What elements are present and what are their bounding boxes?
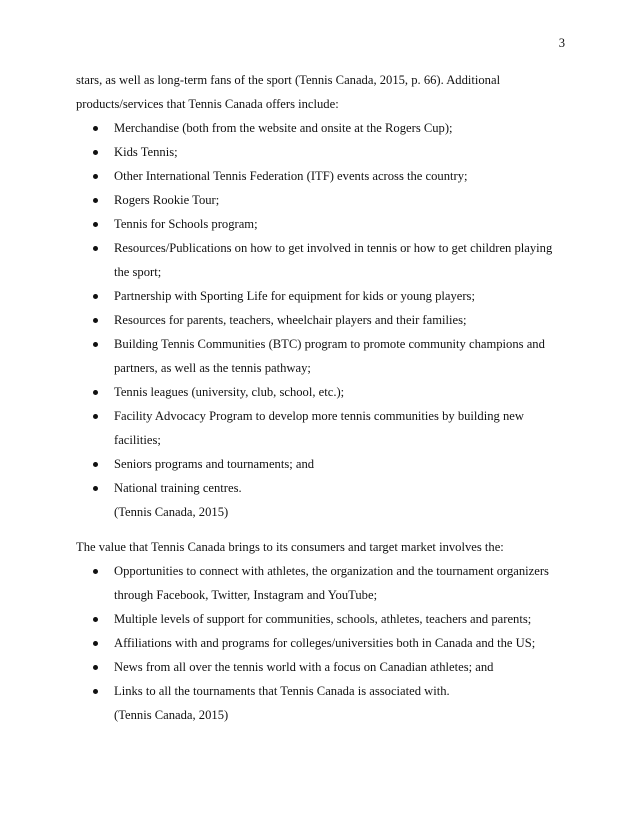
bullet-icon — [93, 569, 98, 574]
bullet-icon — [93, 174, 98, 179]
list-item: Facility Advocacy Program to develop more tennis communities by building new facilities; — [76, 404, 568, 452]
bullet-icon — [93, 665, 98, 670]
bullet-icon — [93, 318, 98, 323]
list-item: Affiliations with and programs for colleges/universities both in Canada and the US; — [76, 631, 568, 655]
bullet-icon — [93, 198, 98, 203]
bullet-icon — [93, 689, 98, 694]
intro-paragraph: stars, as well as long-term fans of the sport (Tennis Canada, 2015, p. 66). Additional products/services that Tennis Canada offers include: — [76, 73, 501, 111]
list-item: Merchandise (both from the website and onsite at the Rogers Cup); — [76, 116, 568, 140]
bullet-icon — [93, 486, 98, 491]
list-item: News from all over the tennis world with a focus on Canadian athletes; and — [76, 655, 568, 679]
list-item: Partnership with Sporting Life for equipment for kids or young players; — [76, 284, 568, 308]
list-item: Seniors programs and tournaments; and — [76, 452, 568, 476]
bullet-icon — [93, 150, 98, 155]
bullet-icon — [93, 641, 98, 646]
bullet-icon — [93, 222, 98, 227]
offerings-citation: (Tennis Canada, 2015) — [114, 505, 229, 519]
bullet-icon — [93, 294, 98, 299]
list-item: Links to all the tournaments that Tennis Canada is associated with. — [76, 679, 568, 703]
list-item: Building Tennis Communities (BTC) program to promote community champions and partners, as well as the tennis pathway; — [76, 332, 568, 380]
bullet-icon — [93, 414, 98, 419]
values-citation: (Tennis Canada, 2015) — [114, 708, 229, 722]
bullet-icon — [93, 617, 98, 622]
offerings-list — [76, 116, 568, 500]
bullet-icon — [93, 462, 98, 467]
list-item: Multiple levels of support for communities, schools, athletes, teachers and parents; — [76, 607, 568, 631]
bullet-icon — [93, 390, 98, 395]
bullet-icon — [93, 342, 98, 347]
list-item: Tennis for Schools program; — [76, 212, 568, 236]
values-list — [76, 559, 568, 703]
list-item: National training centres. — [76, 476, 568, 500]
list-item: Tennis leagues (university, club, school, etc.); — [76, 380, 568, 404]
bullet-icon — [93, 126, 98, 131]
list-item: Other International Tennis Federation (ITF) events across the country; — [76, 164, 568, 188]
list-item: Kids Tennis; — [76, 140, 568, 164]
value-paragraph: The value that Tennis Canada brings to its consumers and target market involves the: — [76, 540, 504, 554]
bullet-icon — [93, 246, 98, 251]
document-body — [76, 68, 568, 727]
list-item: Rogers Rookie Tour; — [76, 188, 568, 212]
list-item: Resources for parents, teachers, wheelchair players and their families; — [76, 308, 568, 332]
list-item: Opportunities to connect with athletes, the organization and the tournament organizers through Facebook, Twitter, Instagram and YouTube; — [76, 559, 568, 607]
list-item: Resources/Publications on how to get involved in tennis or how to get children playing the sport; — [76, 236, 568, 284]
page-number: 3 — [558, 36, 565, 50]
